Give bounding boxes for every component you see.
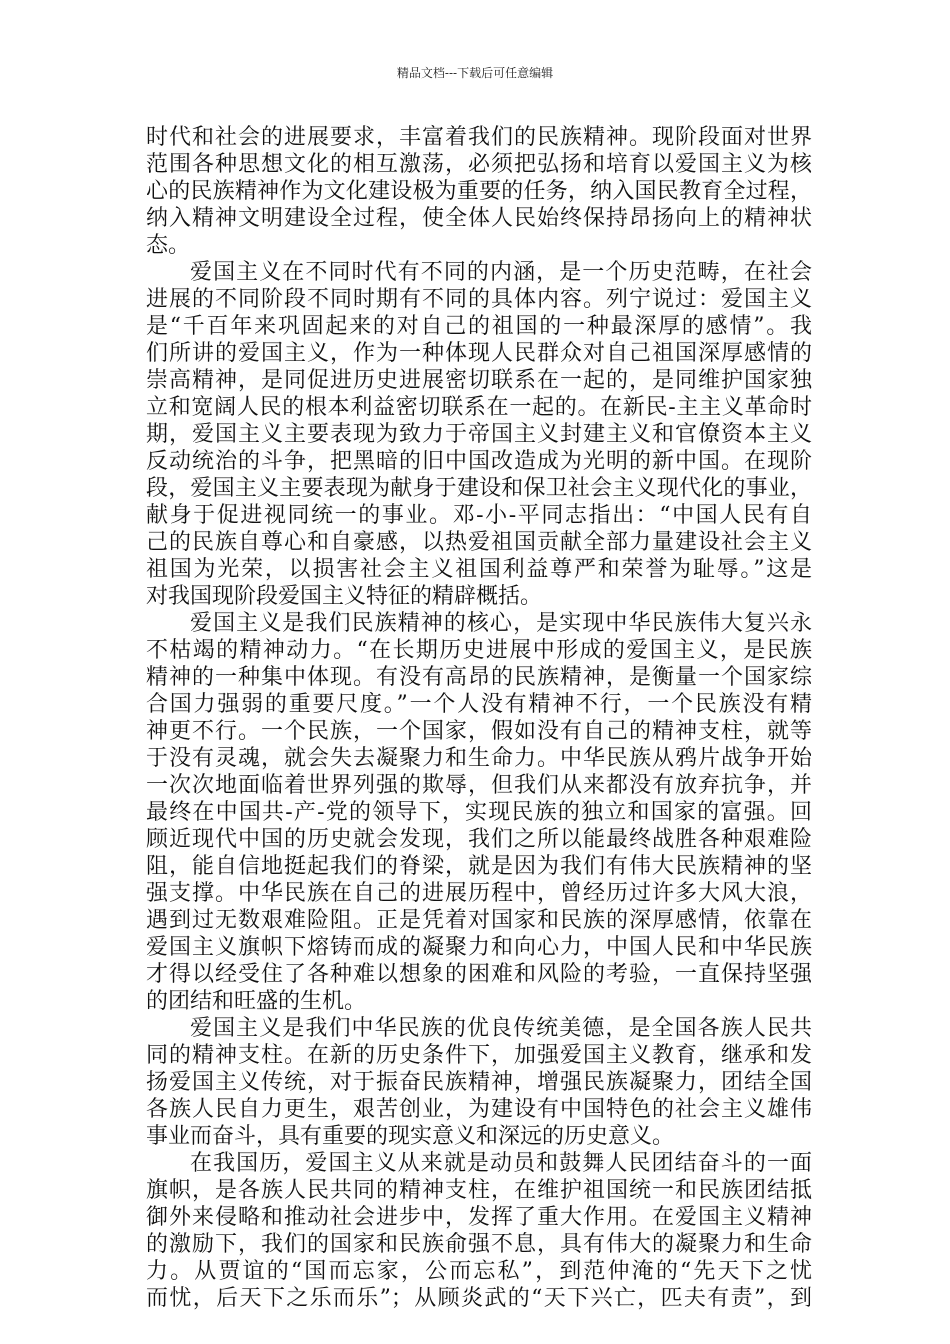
text-line: 爱国主义旗帜下熔铸而成的凝聚力和向心力，中国人民和中华民族 (146, 935, 812, 960)
text-line: 们所讲的爱国主义，作为一种体现人民群众对自己祖国深厚感情的 (146, 341, 812, 366)
paragraph (146, 124, 812, 259)
text-line: 心的民族精神作为文化建设极为重要的任务，纳入国民教育全过程， (146, 179, 812, 204)
text-line: 一次次地面临着世界列强的欺辱，但我们从来都没有放弃抗争，并 (146, 773, 812, 798)
text-line: 各族人民自力更生，艰苦创业，为建设有中国特色的社会主义雄伟 (146, 1097, 812, 1122)
text-line: 而忧，后天下之乐而乐”；从顾炎武的“天下兴亡，匹夫有责”，到 (146, 1286, 812, 1311)
text-line: 事业而奋斗，具有重要的现实意义和深远的历史意义。 (146, 1124, 675, 1149)
text-line: 旗帜，是各族人民共同的精神支柱，在维护祖国统一和民族团结抵 (146, 1178, 812, 1203)
text-line: 顾近现代中国的历史就会发现，我们之所以能最终战胜各种艰难险 (146, 827, 812, 852)
document-body (146, 124, 812, 1312)
text-line: 的激励下，我们的国家和民族俞强不息，具有伟大的凝聚力和生命 (146, 1232, 812, 1257)
paragraph (146, 1150, 812, 1312)
paragraph (146, 1015, 812, 1150)
text-line: 合国力强弱的重要尺度。”一个人没有精神不行，一个民族没有精 (146, 692, 812, 717)
text-line: 进展的不同阶段不同时期有不同的具体内容。列宁说过：爱国主义 (146, 287, 812, 312)
text-line: 遇到过无数艰难险阻。正是凭着对国家和民族的深厚感情，依靠在 (146, 908, 812, 933)
text-line: 对我国现阶段爱国主义特征的精辟概括。 (146, 584, 543, 609)
text-line: 同的精神支柱。在新的历史条件下，加强爱国主义教育，继承和发 (146, 1043, 812, 1068)
text-line: 爱国主义是我们中华民族的优良传统美德，是全国各族人民共 (190, 1016, 812, 1041)
text-line: 不枯竭的精神动力。“在长期历史进展中形成的爱国主义，是民族 (146, 638, 812, 663)
text-line: 范围各种思想文化的相互激荡，必须把弘扬和培育以爱国主义为核 (146, 152, 812, 177)
text-line: 神更不行。一个民族，一个国家，假如没有自己的精神支柱，就等 (146, 719, 812, 744)
text-line: 立和宽阔人民的根本利益密切联系在一起的。在新民-主主义革命时 (146, 395, 812, 420)
text-line: 期，爱国主义主要表现为致力于帝国主义封建主义和官僚资本主义 (146, 422, 812, 447)
text-line: 爱国主义是我们民族精神的核心，是实现中华民族伟大复兴永 (190, 611, 812, 636)
text-line: 力。从贾谊的“国而忘家，公而忘私”，到范仲淹的“先天下之忧 (146, 1259, 812, 1284)
text-line: 态。 (146, 233, 191, 258)
text-line: 崇高精神，是同促进历史进展密切联系在一起的，是同维护国家独 (146, 368, 812, 393)
text-line: 纳入精神文明建设全过程，使全体人民始终保持昂扬向上的精神状 (146, 206, 812, 231)
text-line: 段，爱国主义主要表现为献身于建设和保卫社会主义现代化的事业， (146, 476, 812, 501)
text-line: 强支撑。中华民族在自己的进展历程中，曾经历过许多大风大浪， (146, 881, 812, 906)
text-line: 时代和社会的进展要求，丰富着我们的民族精神。现阶段面对世界 (146, 125, 812, 150)
text-line: 精神的一种集中体现。有没有高昂的民族精神，是衡量一个国家综 (146, 665, 812, 690)
text-line: 最终在中国共-产-党的领导下，实现民族的独立和国家的富强。回 (146, 800, 812, 825)
page-header-note: 精品文档---下载后可任意编辑 (396, 66, 554, 80)
text-line: 才得以经受住了各种难以想象的困难和风险的考验，一直保持坚强 (146, 962, 812, 987)
text-line: 己的民族自尊心和自豪感，以热爱祖国贡献全部力量建设社会主义 (146, 530, 812, 555)
text-line: 献身于促进视同统一的事业。邓-小-平同志指出：“中国人民有自 (146, 503, 812, 528)
text-line: 是“千百年来巩固起来的对自己的祖国的一种最深厚的感情”。我 (146, 314, 812, 339)
text-line: 阻，能自信地挺起我们的脊梁，就是因为我们有伟大民族精神的坚 (146, 854, 812, 879)
text-line: 扬爱国主义传统，对于振奋民族精神，增强民族凝聚力，团结全国 (146, 1070, 812, 1095)
text-line: 于没有灵魂，就会失去凝聚力和生命力。中华民族从鸦片战争开始 (146, 746, 812, 771)
text-line: 的团结和旺盛的生机。 (146, 989, 367, 1014)
paragraph (146, 259, 812, 610)
text-line: 御外来侵略和推动社会进步中，发挥了重大作用。在爱国主义精神 (146, 1205, 812, 1230)
text-line: 祖国为光荣，以损害社会主义祖国利益尊严和荣誉为耻辱。”这是 (146, 557, 812, 582)
text-line: 反动统治的斗争，把黑暗的旧中国改造成为光明的新中国。在现阶 (146, 449, 812, 474)
text-line: 在我国历，爱国主义从来就是动员和鼓舞人民团结奋斗的一面 (190, 1151, 812, 1176)
text-line: 爱国主义在不同时代有不同的内涵，是一个历史范畴，在社会 (190, 260, 812, 285)
paragraph (146, 610, 812, 1015)
